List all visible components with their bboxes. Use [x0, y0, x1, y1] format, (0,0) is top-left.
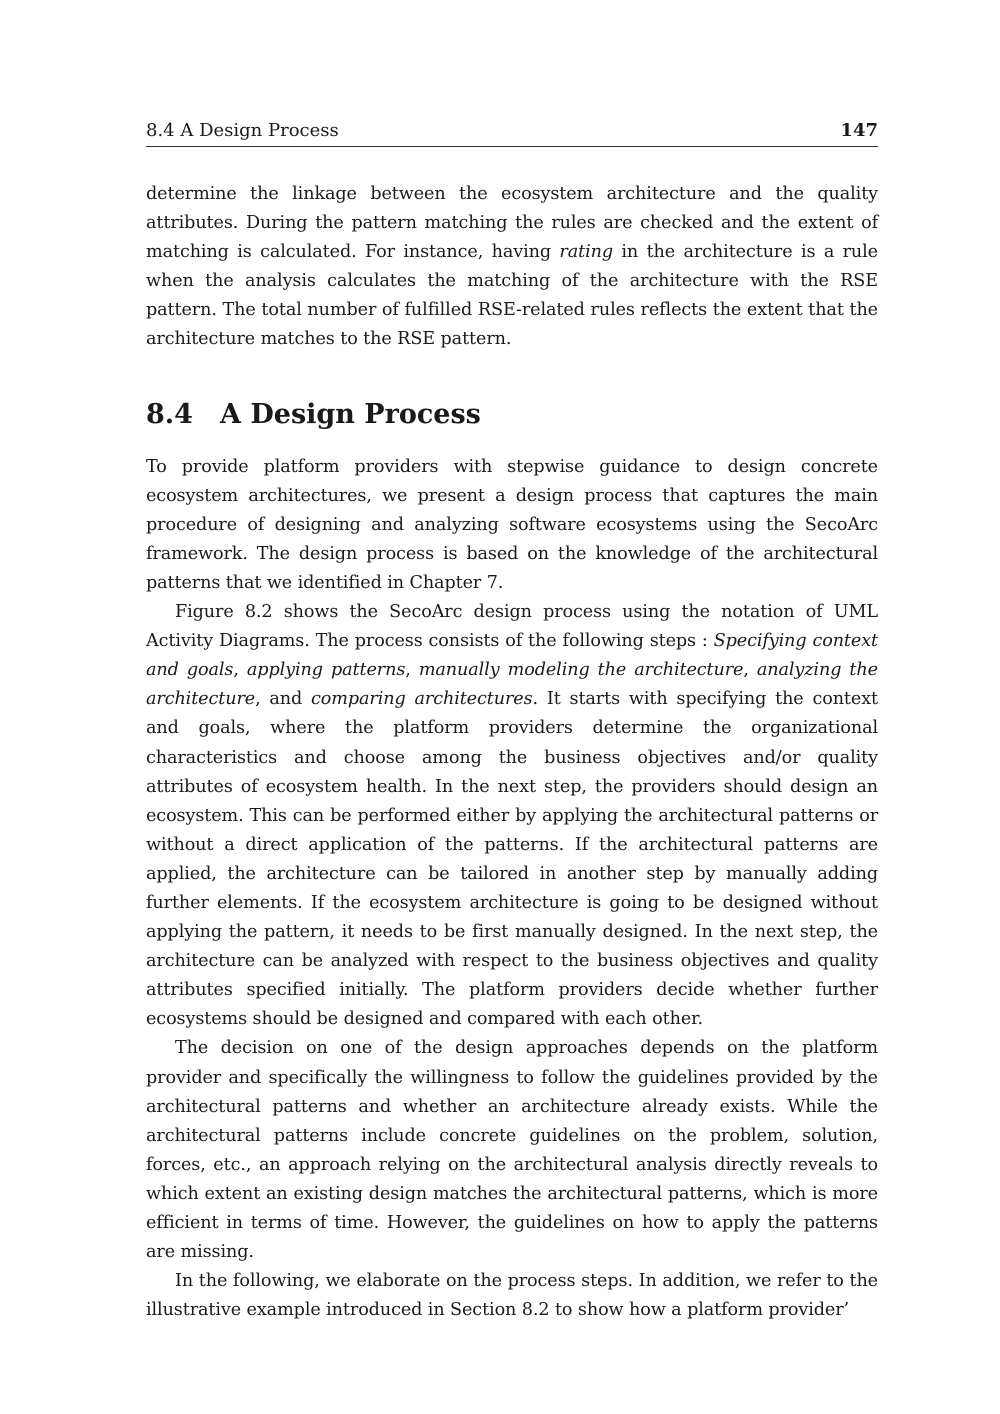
paragraph-intro: To provide platform providers with stepwise guidance to design concrete ecosystem architectures, we present a design process that captures the main procedure of designing and analyzing software ecosystems using the SecoArc framework. The design process is based on the knowledge of the architectural patterns that we identified in Chapter 7.: [146, 456, 878, 593]
running-head: [146, 118, 878, 147]
emphasis-step-4: analyzing the architecture: [146, 660, 878, 710]
section-number: 8.4: [146, 398, 193, 430]
text-run: . It starts with specifying the context and goals, where the platform providers determine the organizational characteristics and choose among the business objectives and/or quality attributes of ecosystem health. In the next step, the providers should design an ecosystem. This can be performed either by applying the architectural patterns or without a direct application of the patterns. If the architectural patterns are applied, the architecture can be tailored in another step by manually adding further elements. If the ecosystem architecture is going to be designed without applying the pattern, it needs to be first manually designed. In the next step, the architecture can be analyzed with respect to the business objectives and quality attributes specified initially. The platform providers decide whether further ecosystems should be designed and compared with each other.: [146, 689, 879, 1030]
emphasis-step-1: Specifying context and goals: [146, 631, 878, 681]
paragraph-process-steps: [146, 598, 878, 1034]
emphasis-step-2: applying patterns: [246, 660, 406, 681]
emphasis-step-3: manually modeling the architecture: [418, 660, 744, 681]
page-number: 147: [840, 120, 878, 141]
running-head-section: 8.4 A Design Process: [146, 120, 339, 141]
section-title: A Design Process: [220, 398, 481, 430]
text-run: ,: [743, 660, 757, 681]
text-run: , and: [255, 689, 312, 710]
text-run: in the architecture is a rule when the analysis calculates the matching of the architecture with the RSE pattern. The total number of fulfilled RSE-related rules reflects the extent that the architecture matches to the RSE pattern.: [146, 242, 878, 350]
text-run: Figure 8.2 shows the SecoArc design process using the notation of UML Activity Diagrams. The process consists of the following steps :: [146, 602, 878, 652]
paragraph-following: In the following, we elaborate on the process steps. In addition, we refer to the illustrative example introduced in Section 8.2 to show how a platform provider’: [146, 1271, 878, 1321]
text-run: ,: [233, 660, 247, 681]
paragraph-design-approaches: The decision on one of the design approaches depends on the platform provider and specifically the willingness to follow the guidelines provided by the architectural patterns and whether an architecture already exists. While the architectural patterns include concrete guidelines on the problem, solution, forces, etc., an approach relying on the architectural analysis directly reveals to which extent an existing design matches the architectural patterns, which is more efficient in terms of time. However, the guidelines on how to apply the patterns are missing.: [146, 1038, 878, 1263]
emphasis-step-5: comparing architectures: [311, 689, 533, 710]
paragraph-continued: [146, 180, 878, 355]
emphasis-rating: rating: [559, 242, 613, 263]
text-run: ,: [405, 660, 419, 681]
text-run: determine the linkage between the ecosystem architecture and the quality attributes. During the pattern matching the rules are checked and the extent of matching is calculated. For instance, having: [146, 184, 878, 263]
page-content: [146, 118, 878, 1325]
section-heading: [146, 397, 878, 433]
